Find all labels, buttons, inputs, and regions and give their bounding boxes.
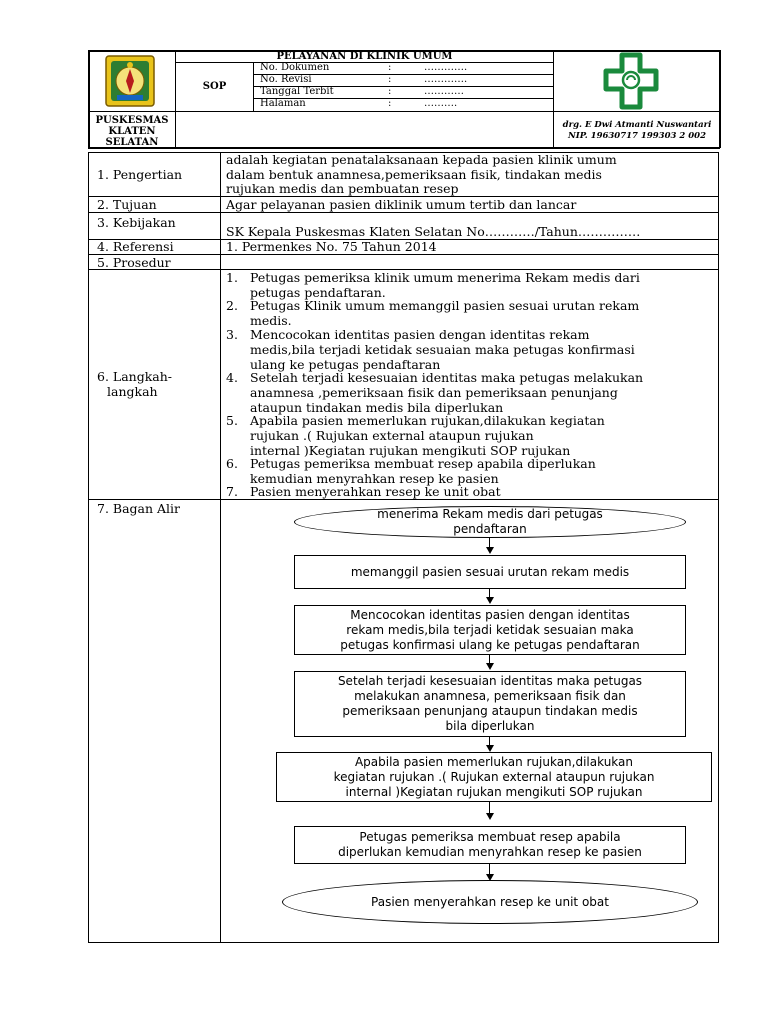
row-label-pengertian: 1. Pengertian — [97, 167, 183, 182]
step-number: 7. — [226, 484, 238, 499]
row-label-bagan-alir: 7. Bagan Alir — [97, 501, 181, 516]
step-line: medis. — [250, 313, 292, 328]
step-item — [226, 456, 714, 486]
flow-line: bila diperlukan — [445, 719, 535, 733]
flow-line: pemeriksaan penunjang ataupun tindakan medis — [342, 704, 638, 718]
kebijakan-text: SK Kepala Puskesmas Klaten Selatan No…………/Tahun…………… — [226, 224, 641, 239]
referensi-text: 1. Permenkes No. 75 Tahun 2014 — [226, 239, 437, 254]
step-line: ataupun tindakan medis bila diperlukan — [250, 400, 504, 415]
meta-label: No. Revisi — [260, 74, 312, 85]
meta-sep: : — [388, 62, 392, 73]
org-name — [89, 115, 175, 148]
step-number: 3. — [226, 327, 238, 342]
meta-sep: : — [388, 74, 392, 85]
flow-line: menerima Rekam medis dari petugas — [377, 507, 603, 521]
meta-sep: : — [388, 98, 392, 109]
step-line: Petugas pemeriksa klinik umum menerima Rekam medis dari — [250, 270, 640, 285]
langkah-label-line: langkah — [107, 384, 158, 399]
step-line: internal )Kegiatan rujukan mengikuti SOP rujukan — [250, 443, 571, 458]
tujuan-text: Agar pelayanan pasien diklinik umum tertib dan lancar — [226, 197, 577, 212]
flow-line: Petugas pemeriksa membuat resep apabila — [359, 830, 621, 844]
step-line: Pasien menyerahkan resep ke unit obat — [250, 484, 501, 499]
flow-line: Mencocokan identitas pasien dengan identitas — [350, 607, 630, 622]
meta-sep: : — [388, 86, 392, 97]
step-item — [226, 484, 714, 499]
step-item — [226, 327, 714, 372]
step-line: Petugas Klinik umum memanggil pasien sesuai urutan rekam — [250, 298, 640, 313]
step-number: 2. — [226, 298, 238, 313]
flow-line: melakukan anamnesa, pemeriksaan fisik dan — [354, 689, 626, 703]
row-label-tujuan: 2. Tujuan — [97, 197, 157, 212]
step-line: Setelah terjadi kesesuaian identitas maka petugas melakukan — [250, 370, 644, 385]
org-name-line: KLATEN — [108, 126, 156, 137]
puskesmas-crest-logo — [103, 54, 157, 108]
flow-line: rekam medis,bila terjadi ketidak sesuaian maka — [346, 622, 634, 637]
flow-step-box — [294, 605, 686, 655]
flow-arrow — [489, 802, 490, 814]
pengertian-line: adalah kegiatan penatalaksanaan kepada pasien klinik umum — [226, 152, 617, 167]
step-item — [226, 270, 714, 300]
meta-row-issue-date — [260, 86, 334, 97]
signer-name: drg. E Dwi Atmanti Nuswantari — [562, 120, 712, 130]
signer-nip: NIP. 19630717 199303 2 002 — [568, 131, 706, 141]
step-line: ulang ke petugas pendaftaran — [250, 357, 441, 372]
meta-row-revision — [260, 74, 312, 85]
health-cross-logo — [598, 51, 664, 111]
flow-arrow — [489, 589, 490, 598]
meta-value: ………. — [424, 98, 458, 109]
org-name-line: SELATAN — [105, 137, 159, 148]
step-item — [226, 370, 714, 415]
flow-line: Apabila pasien memerlukan rujukan,dilakukan — [354, 754, 634, 769]
row-label-referensi: 4. Referensi — [97, 239, 174, 254]
flow-start-oval — [294, 506, 686, 538]
langkah-label-line: 6. Langkah- — [97, 369, 173, 384]
flow-step-box — [276, 752, 712, 802]
flow-step-box — [294, 671, 686, 737]
meta-row-document-number — [260, 62, 329, 73]
sop-label: SOP — [202, 81, 227, 92]
flow-arrow — [489, 737, 490, 746]
org-name-line: PUSKESMAS — [95, 115, 169, 126]
flow-arrow — [489, 864, 490, 875]
flow-end-oval — [282, 880, 698, 924]
flow-arrow — [489, 538, 490, 548]
meta-label: Halaman — [260, 98, 306, 109]
step-number: 6. — [226, 456, 238, 471]
row-label-kebijakan: 3. Kebijakan — [97, 215, 176, 230]
meta-label: Tanggal Terbit — [260, 86, 334, 97]
pengertian-line: dalam bentuk anamnesa,pemeriksaan fisik, tindakan medis — [226, 167, 602, 182]
step-line: anamnesa ,pemeriksaan fisik dan pemeriksaan penunjang — [250, 385, 618, 400]
meta-row-page — [260, 98, 306, 109]
flow-line: memanggil pasien sesuai urutan rekam medis — [350, 564, 630, 579]
flow-line: diperlukan kemudian menyrahkan resep ke pasien — [338, 845, 642, 859]
step-line: Mencocokan identitas pasien dengan identitas rekam — [250, 327, 590, 342]
flow-line: Pasien menyerahkan resep ke unit obat — [371, 894, 609, 909]
row-label-prosedur: 5. Prosedur — [97, 255, 171, 270]
step-number: 5. — [226, 413, 238, 428]
step-number: 1. — [226, 270, 238, 285]
flow-line: kegiatan rujukan .( Rujukan external ataupun rujukan — [333, 769, 655, 784]
step-item — [226, 298, 714, 328]
step-line: petugas pendaftaran. — [250, 285, 386, 300]
step-line: Apabila pasien memerlukan rujukan,dilakukan kegiatan — [250, 413, 605, 428]
step-line: kemudian menyrahkan resep ke pasien — [250, 471, 499, 486]
flow-line: petugas konfirmasi ulang ke petugas pendaftaran — [340, 637, 640, 652]
row-label-langkah — [97, 369, 172, 399]
meta-value: ………… — [424, 86, 464, 97]
step-line: rujukan .( Rujukan external ataupun rujukan — [250, 428, 534, 443]
meta-value: …………. — [424, 62, 468, 73]
step-item — [226, 413, 714, 458]
step-number: 4. — [226, 370, 238, 385]
step-line: Petugas pemeriksa membuat resep apabila diperlukan — [250, 456, 596, 471]
step-line: medis,bila terjadi ketidak sesuaian maka petugas konfirmasi — [250, 342, 635, 357]
pengertian-line: rujukan medis dan pembuatan resep — [226, 181, 459, 196]
flow-line: pendaftaran — [453, 522, 527, 536]
flow-step-box — [294, 826, 686, 864]
meta-value: …………. — [424, 74, 468, 85]
flow-line: Setelah terjadi kesesuaian identitas maka petugas — [337, 674, 643, 688]
meta-label: No. Dokumen — [260, 62, 330, 73]
flow-arrow — [489, 655, 490, 664]
flow-line: internal )Kegiatan rujukan mengikuti SOP rujukan — [345, 784, 643, 799]
flow-step-box — [294, 555, 686, 589]
document-title: PELAYANAN DI KLINIK UMUM — [276, 51, 453, 62]
